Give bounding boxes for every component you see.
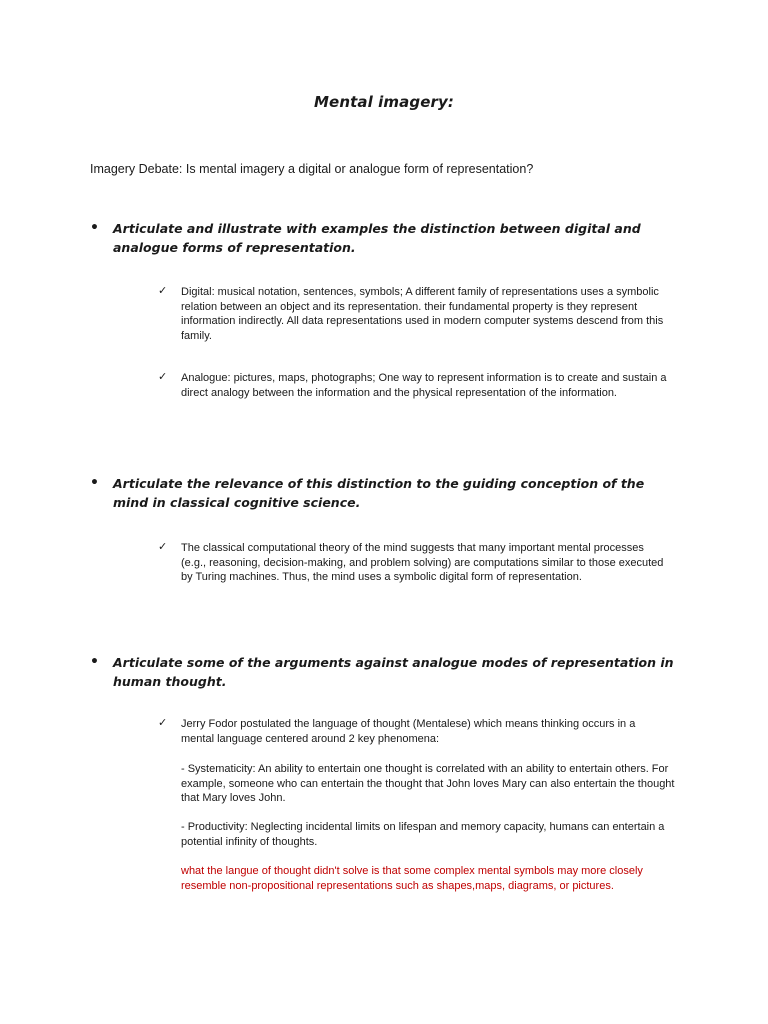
list-item-digital — [158, 285, 670, 343]
paragraph-productivity: - Productivity: Neglecting incidental limits on lifespan and memory capacity, humans can entertain a potential infinity of thoughts. — [181, 821, 665, 848]
bullet-icon: • — [90, 220, 99, 236]
section-heading-3 — [90, 653, 680, 691]
list-item-text: The classical computational theory of the mind suggests that many important mental processes (e.g., reasoning, decision-making, and problem solving) are computations similar to those executed by Turing machines. Thus, the mind uses a symbolic digital form of representation. — [181, 542, 664, 584]
bullet-icon: • — [90, 475, 99, 491]
intro-line: Imagery Debate: Is mental imagery a digital or analogue form of representation? — [90, 162, 534, 176]
list-item-text: Jerry Fodor postulated the language of thought (Mentalese) which means thinking occurs in a mental language centered around 2 key phenomena: — [181, 718, 636, 745]
list-item-fodor — [158, 717, 670, 746]
list-item-text: Analogue: pictures, maps, photographs; One way to represent information is to create and sustain a direct analogy between the information and the physical representation of the information. — [181, 372, 667, 399]
section-heading-1 — [90, 219, 680, 257]
paragraph-note: what the langue of thought didn't solve is that some complex mental symbols may more closely resemble non-propositional representations such as shapes,maps, diagrams, or pictures. — [181, 865, 643, 892]
list-item-analogue — [158, 371, 670, 400]
list-item-classical-theory — [158, 541, 670, 585]
checkmark-icon: ✓ — [158, 540, 168, 553]
section-heading-text: Articulate and illustrate with examples the distinction between digital and analogue forms of representation. — [113, 221, 641, 255]
section-heading-text: Articulate the relevance of this distinction to the guiding conception of the mind in classical cognitive science. — [113, 476, 645, 510]
checkmark-icon: ✓ — [158, 284, 168, 297]
bullet-icon: • — [90, 654, 99, 670]
list-item-text: Digital: musical notation, sentences, symbols; A different family of representations uses a symbolic relation between an object and its representation. their fundamental property is they represent information indirectly. All data representations used in modern computer systems descend from this family. — [181, 286, 664, 342]
paragraph-systematicity: - Systematicity: An ability to entertain one thought is correlated with an ability to entertain others. For example, someone who can entertain the thought that John loves Mary can also entertain the thought that Mary loves John. — [181, 763, 675, 805]
page-title: Mental imagery: — [314, 93, 454, 111]
section-heading-2 — [90, 474, 680, 512]
checkmark-icon: ✓ — [158, 370, 168, 383]
section-heading-text: Articulate some of the arguments against analogue modes of representation in human thought. — [113, 655, 674, 689]
checkmark-icon: ✓ — [158, 716, 168, 729]
